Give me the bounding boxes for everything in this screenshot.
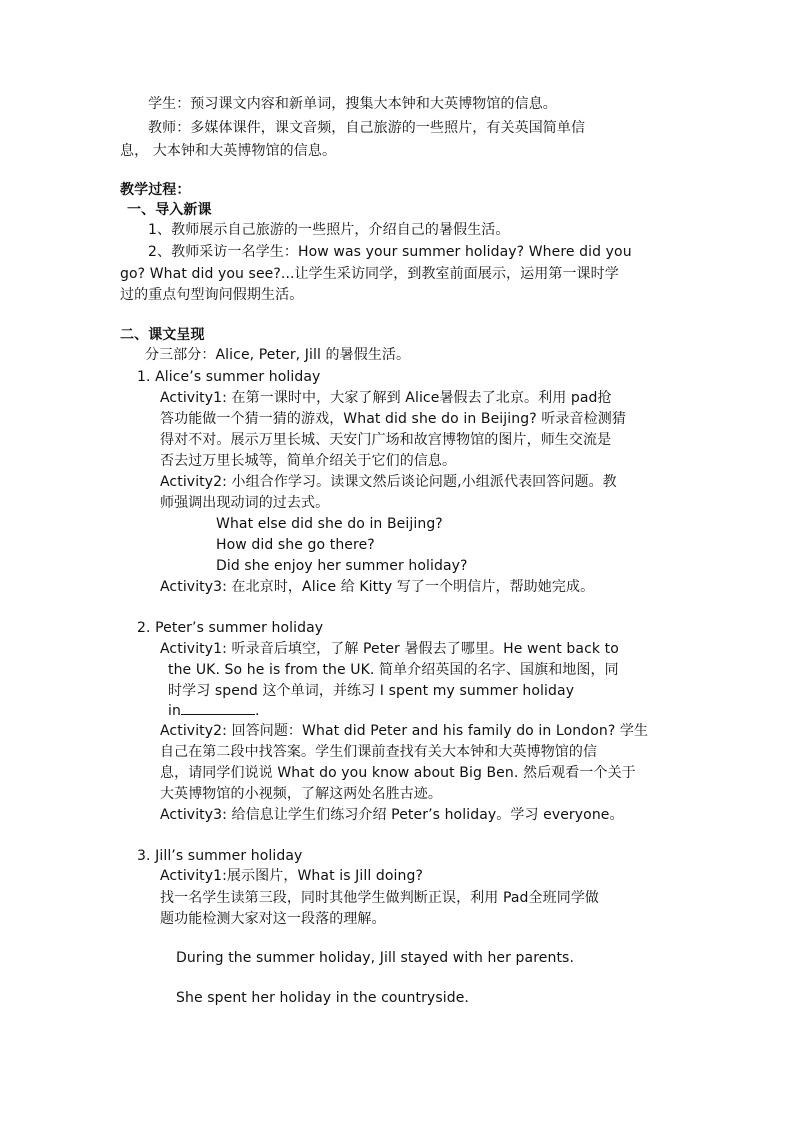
part2-heading: 二、课文呈现 — [120, 327, 205, 343]
part1-item2-line1: 2、教师采访一名学生：How was your summer holiday? Where did you — [148, 244, 632, 260]
peter-activity1-line4: in . — [168, 700, 260, 722]
alice-title: 1. Alice’s summer holiday — [137, 369, 321, 385]
part1-item2-line2: go? What did you see?...让学生采访同学，到教室前面展示，运用第一课时学 — [120, 266, 619, 282]
prep-students: 学生：预习课文内容和新单词，搜集大本钟和大英博物馆的信息。 — [148, 96, 557, 112]
fill-in-blank — [181, 700, 255, 715]
prep-teacher-line1: 教师：多媒体课件，课文音频，自己旅游的一些照片，有关英国简单信 — [148, 120, 586, 136]
peter-activity1-line2: the UK. So he is from the UK. 简单介绍英国的名字、国旗和地图，同 — [168, 662, 619, 678]
alice-question-2: How did she go there? — [216, 537, 375, 553]
alice-activity2-line1: Activity2: 小组合作学习。读课文然后谈论问题,小组派代表回答问题。教 — [160, 474, 617, 490]
part1-item2-line3: 过的重点句型询问假期生活。 — [120, 287, 304, 303]
peter-activity1-line1: Activity1: 听录音后填空，了解 Peter 暑假去了哪里。He went back to — [160, 641, 619, 657]
alice-question-1: What else did she do in Beijing? — [216, 516, 443, 532]
peter-activity3: Activity3: 给信息让学生们练习介绍 Peter’s holiday。学习 everyone。 — [160, 807, 624, 823]
peter-activity2-line3: 息，请同学们说说 What do you know about Big Ben. 然后观看一个关于 — [160, 765, 636, 781]
peter-activity2-line1: Activity2: 回答问题：What did Peter and his family do in London? 学生 — [160, 723, 649, 739]
jill-activity1: Activity1:展示图片，What is Jill doing? — [160, 868, 424, 884]
peter-fill-prefix: in — [168, 703, 181, 719]
alice-activity1-line1: Activity1: 在第一课时中，大家了解到 Alice暑假去了北京。利用 pad抢 — [160, 390, 612, 406]
alice-question-3: Did she enjoy her summer holiday? — [216, 558, 468, 574]
prep-teacher-line2: 息， 大本钟和大英博物馆的信息。 — [120, 143, 337, 159]
alice-activity1-line4: 否去过万里长城等，简单介绍关于它们的信息。 — [160, 453, 457, 469]
part1-heading: 一、导入新课 — [127, 202, 212, 218]
jill-task-line2: 题功能检测大家对这一段落的理解。 — [160, 911, 386, 927]
peter-title: 2. Peter’s summer holiday — [137, 620, 324, 636]
peter-activity1-line3: 时学习 spend 这个单词，并练习 I spent my summer holiday — [168, 683, 575, 699]
jill-task-line1: 找一名学生读第三段，同时其他学生做判断正误，利用 Pad全班同学做 — [160, 890, 600, 906]
jill-statement-1: During the summer holiday, Jill stayed with her parents. — [176, 950, 574, 966]
peter-activity2-line4: 大英博物馆的小视频，了解这两处名胜古迹。 — [160, 786, 442, 802]
alice-activity3: Activity3: 在北京时，Alice 给 Kitty 写了一个明信片，帮助她完成。 — [160, 579, 595, 595]
part2-intro: 分三部分：Alice, Peter, Jill 的暑假生活。 — [145, 347, 411, 363]
alice-activity2-line2: 师强调出现动词的过去式。 — [160, 495, 330, 511]
jill-statement-2: She spent her holiday in the countryside. — [176, 990, 469, 1006]
jill-title: 3. Jill’s summer holiday — [137, 848, 303, 864]
peter-activity2-line2: 自己在第二段中找答案。学生们课前查找有关大本钟和大英博物馆的信 — [160, 744, 598, 760]
alice-activity1-line3: 得对不对。展示万里长城、天安门广场和故宫博物馆的图片，师生交流是 — [160, 432, 612, 448]
alice-activity1-line2: 答功能做一个猜一猜的游戏，What did she do in Beijing? 听录音检测猜 — [160, 411, 626, 427]
part1-item1: 1、教师展示自己旅游的一些照片，介绍自己的暑假生活。 — [148, 222, 510, 238]
process-heading: 教学过程： — [120, 182, 191, 198]
